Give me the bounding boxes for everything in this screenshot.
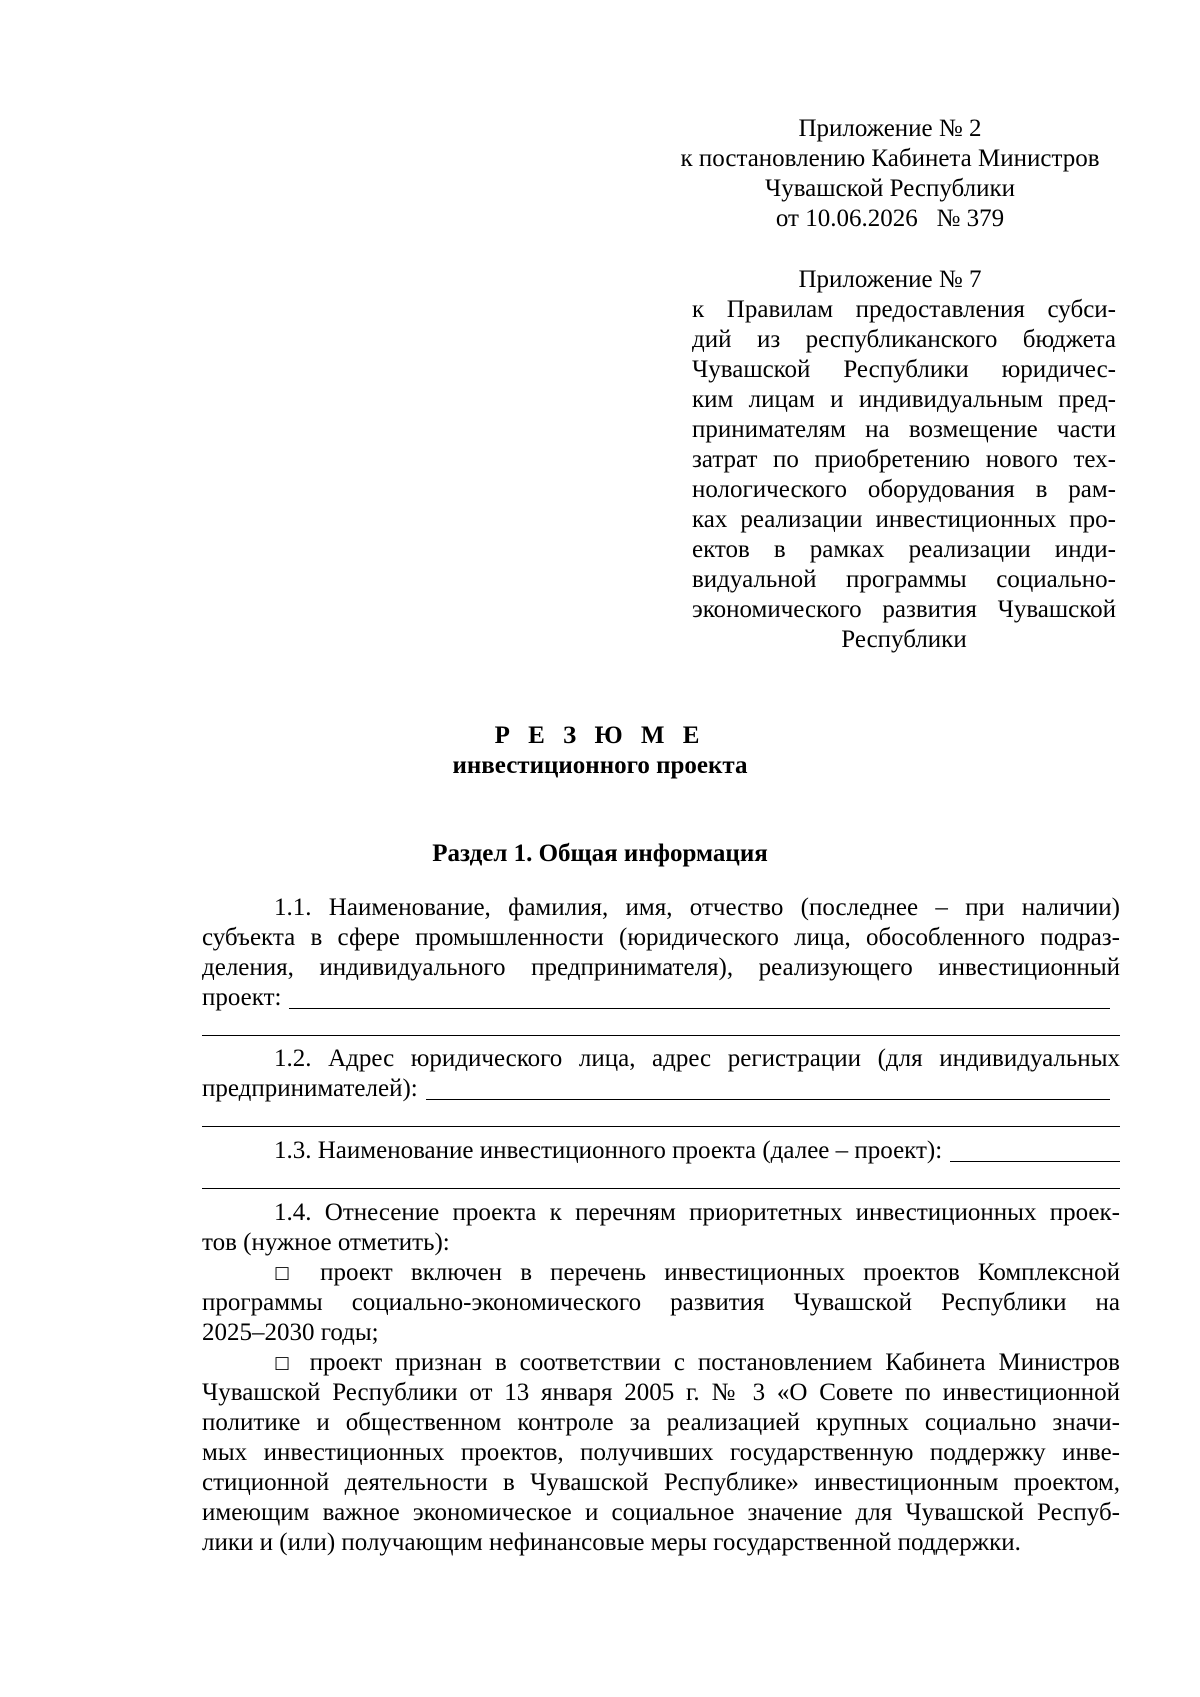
item-1-2-line: 1.2. Адрес юридического лица, адрес регистрации (для индивидуальных <box>274 1045 1120 1072</box>
section-1-title: Раздел 1. Общая информация <box>432 840 768 867</box>
item-1-4-line: тов (нужное отметить): <box>202 1229 450 1256</box>
item-1-1-field-row <box>202 983 1120 1013</box>
option-1-line <box>202 1258 1120 1288</box>
item-1-1-line: субъекта в сфере промышленности (юридического лица, обособленного подраз- <box>202 924 1120 951</box>
option-2-line: мых инвестиционных проектов, получивших государственную поддержку инве- <box>202 1439 1120 1466</box>
option-1-line: программы социально-экономического развития Чувашской Республики на <box>202 1289 1120 1316</box>
item-1-2 <box>202 1044 1120 1133</box>
option-2-line <box>202 1348 1120 1378</box>
option-2-line: имеющим важное экономическое и социальное значение для Чувашской Респуб- <box>202 1499 1120 1526</box>
appendix-7-line: принимателям на возмещение части <box>692 416 1116 443</box>
appendix-2-line: от 10.06.2026 № 379 <box>775 205 1005 232</box>
checkbox-icon[interactable]: □ <box>274 1263 302 1283</box>
item-1-1-line: деления, индивидуального предпринимателя), реализующего инвестиционный <box>202 954 1120 981</box>
appendix-7-line: ким лицам и индивидуальным пред- <box>692 386 1116 413</box>
checkbox-icon[interactable]: □ <box>274 1353 297 1373</box>
appendix-2-line: к постановлению Кабинета Министров <box>680 145 1100 172</box>
address-field[interactable] <box>426 1077 1110 1100</box>
appendix-7-line: затрат по приобретению нового тех- <box>692 446 1116 473</box>
item-1-3 <box>202 1136 1120 1195</box>
appendix-7-line: видуальной программы социально- <box>692 566 1116 593</box>
appendix-7-line: экономического развития Чувашской <box>692 596 1116 623</box>
appendix-2-header <box>660 114 1120 234</box>
item-1-4-line: 1.4. Отнесение проекта к перечням приоритетных инвестиционных проек- <box>274 1199 1120 1226</box>
appendix-7-line: ектов в рамках реализации инди- <box>692 536 1116 563</box>
appendix-7-line: к Правилам предоставления субси- <box>692 296 1116 323</box>
item-1-4 <box>202 1198 1120 1558</box>
item-1-3-field-label: 1.3. Наименование инвестиционного проекта (далее – проект): <box>274 1137 943 1164</box>
address-field-continuation[interactable] <box>202 1104 1120 1127</box>
project-name-field[interactable] <box>950 1139 1120 1162</box>
appendix-7-line: ках реализации инвестиционных про- <box>692 506 1116 533</box>
option-1-text: проект включен в перечень инвестиционных проектов Комплексной <box>320 1259 1121 1286</box>
appendix-2-line: Приложение № 2 <box>798 115 982 142</box>
option-2-line: политике и общественном контроле за реализацией крупных социально значи- <box>202 1409 1120 1436</box>
appendix-7-body <box>692 295 1116 655</box>
item-1-1-field-label: проект: <box>202 984 282 1011</box>
item-1-2-field-label: предпринимателей): <box>202 1075 418 1102</box>
project-name-field-continuation[interactable] <box>202 1166 1120 1189</box>
item-1-1-line: 1.1. Наименование, фамилия, имя, отчество (последнее – при наличии) <box>274 894 1120 921</box>
appendix-7-line: Чувашской Республики юридичес- <box>692 356 1116 383</box>
option-2-line: лики и (или) получающим нефинансовые меры государственной поддержки. <box>202 1529 1021 1556</box>
option-1-line: 2025–2030 годы; <box>202 1319 379 1346</box>
appendix-7-line: Республики <box>841 626 967 653</box>
appendix-7-title: Приложение № 7 <box>798 266 982 293</box>
resume-subtitle: инвестиционного проекта <box>452 752 748 779</box>
appendix-7-line: дий из республиканского бюджета <box>692 326 1116 353</box>
resume-title: Р Е З Ю М Е <box>494 722 706 749</box>
appendix-7-line: нологического оборудования в рам- <box>692 476 1116 503</box>
subject-name-field-continuation[interactable] <box>202 1013 1120 1036</box>
option-2-line: Чувашской Республики от 13 января 2005 г. № 3 «О Совете по инвестиционной <box>202 1379 1120 1406</box>
option-2-line: стиционной деятельности в Чувашской Республике» инвестиционным проектом, <box>202 1469 1120 1496</box>
item-1-1 <box>202 893 1120 1042</box>
option-2-text: проект признан в соответствии с постановлением Кабинета Министров <box>309 1349 1120 1376</box>
item-1-3-field-row <box>202 1136 1120 1166</box>
subject-name-field[interactable] <box>289 986 1110 1009</box>
appendix-2-line: Чувашской Республики <box>764 175 1016 202</box>
item-1-2-field-row <box>202 1074 1120 1104</box>
